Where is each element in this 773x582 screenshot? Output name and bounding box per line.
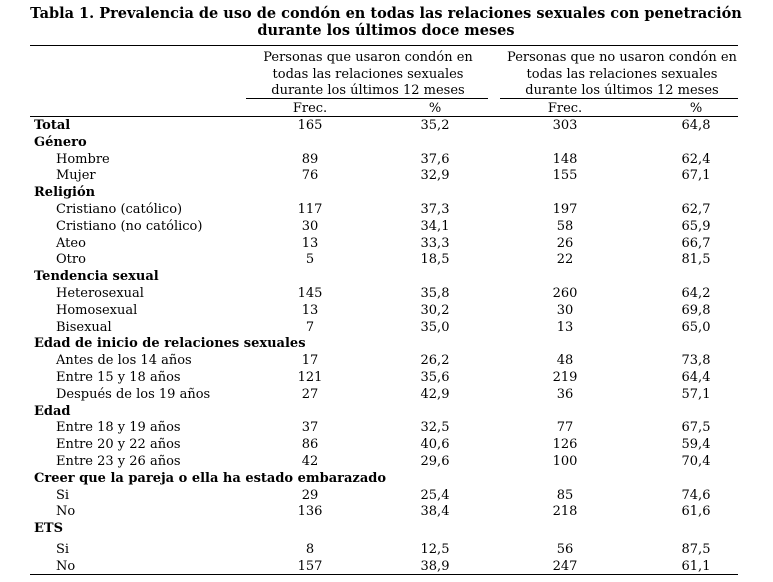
row-section-label: Tendencia sexual xyxy=(34,269,159,285)
cell-pct-used: 32,9 xyxy=(420,168,450,184)
table-row xyxy=(0,369,773,386)
cell-freq-used: 121 xyxy=(297,370,323,385)
cell-freq-used: 42 xyxy=(301,454,319,469)
cell-freq-not-used: 247 xyxy=(552,558,578,574)
cell-freq-used: 13 xyxy=(301,235,319,251)
cell-pct-used: 37,3 xyxy=(420,202,450,217)
cell-freq-not-used: 77 xyxy=(556,420,574,436)
cell-pct-not-used: 61,1 xyxy=(681,558,711,574)
row-label: No xyxy=(56,504,76,520)
cell-freq-not-used: 36 xyxy=(556,386,574,402)
cell-freq-used: 157 xyxy=(297,558,323,574)
cell-pct-used: 26,2 xyxy=(420,353,450,369)
cell-freq-not-used: 148 xyxy=(552,151,578,167)
cell-freq-not-used: 218 xyxy=(552,504,578,520)
table-title: Tabla 1. Prevalencia de uso de condón en todas las relaciones sexuales con penetración durante los últimos doce meses xyxy=(30,5,742,39)
cell-pct-used: 38,4 xyxy=(420,504,450,520)
table-row xyxy=(0,134,773,151)
cell-freq-not-used: 13 xyxy=(556,319,574,335)
row-section-label: Religión xyxy=(34,185,96,201)
row-label: Cristiano (no católico) xyxy=(56,218,203,234)
table-row xyxy=(0,335,773,352)
group-header-used-condom: Personas que usaron condón en todas las relaciones sexuales durante los últimos 12 meses xyxy=(263,50,473,98)
row-label: Ateo xyxy=(56,235,86,251)
table-row xyxy=(0,419,773,436)
row-label: Entre 18 y 19 años xyxy=(56,420,181,436)
table-row xyxy=(0,251,773,268)
cell-pct-not-used: 64,2 xyxy=(681,286,711,301)
cell-freq-not-used: 303 xyxy=(552,118,578,133)
cell-freq-used: 76 xyxy=(301,168,319,184)
col-freq-2: Frec. xyxy=(547,101,583,116)
cell-freq-used: 13 xyxy=(301,302,319,318)
table-row xyxy=(0,470,773,487)
group-underline-1 xyxy=(246,98,488,99)
cell-pct-not-used: 64,8 xyxy=(681,118,711,133)
cell-freq-not-used: 56 xyxy=(556,542,574,557)
row-label: Después de los 19 años xyxy=(56,386,211,402)
row-label: Entre 23 y 26 años xyxy=(56,454,181,469)
table-row xyxy=(0,520,773,537)
cell-pct-used: 35,0 xyxy=(420,319,450,335)
row-label: Heterosexual xyxy=(56,286,144,301)
row-label: Si xyxy=(56,487,70,503)
table-row xyxy=(0,558,773,575)
group-header-no-condom: Personas que no usaron condón en todas las relaciones sexuales durante los últimos 12 meses xyxy=(507,50,737,98)
cell-pct-not-used: 81,5 xyxy=(681,252,711,268)
cell-pct-not-used: 62,7 xyxy=(681,202,711,217)
row-label: Entre 15 y 18 años xyxy=(56,370,181,385)
cell-pct-used: 32,5 xyxy=(420,420,450,436)
cell-pct-not-used: 67,5 xyxy=(681,420,711,436)
row-label: Entre 20 y 22 años xyxy=(56,437,181,453)
cell-pct-not-used: 70,4 xyxy=(681,454,711,469)
row-label: Otro xyxy=(56,252,86,268)
table-row xyxy=(0,151,773,168)
cell-freq-not-used: 58 xyxy=(556,218,574,234)
cell-pct-not-used: 69,8 xyxy=(681,302,711,318)
cell-pct-not-used: 66,7 xyxy=(681,235,711,251)
table-row xyxy=(0,541,773,558)
cell-freq-not-used: 155 xyxy=(552,168,578,184)
cell-freq-used: 8 xyxy=(305,542,315,557)
cell-freq-used: 145 xyxy=(297,286,323,301)
cell-pct-not-used: 62,4 xyxy=(681,151,711,167)
cell-freq-used: 37 xyxy=(301,420,319,436)
row-section-label: Creer que la pareja o ella ha estado embarazado xyxy=(34,470,387,486)
col-pct-1: % xyxy=(428,101,442,116)
cell-freq-not-used: 85 xyxy=(556,487,574,503)
cell-freq-used: 89 xyxy=(301,151,319,167)
bottom-rule xyxy=(30,574,738,575)
cell-pct-used: 40,6 xyxy=(420,437,450,453)
cell-freq-not-used: 48 xyxy=(556,353,574,369)
table-row xyxy=(0,319,773,336)
cell-pct-not-used: 74,6 xyxy=(681,487,711,503)
cell-pct-used: 37,6 xyxy=(420,151,450,167)
cell-freq-used: 29 xyxy=(301,487,319,503)
cell-freq-used: 30 xyxy=(301,218,319,234)
cell-pct-not-used: 67,1 xyxy=(681,168,711,184)
row-section-label: Género xyxy=(34,134,87,150)
cell-freq-used: 5 xyxy=(305,252,315,268)
cell-pct-not-used: 65,0 xyxy=(681,319,711,335)
cell-pct-not-used: 57,1 xyxy=(681,386,711,402)
cell-pct-used: 18,5 xyxy=(420,252,450,268)
cell-freq-not-used: 100 xyxy=(552,454,578,469)
col-pct-2: % xyxy=(689,101,703,116)
table-row xyxy=(0,167,773,184)
cell-freq-used: 136 xyxy=(297,504,323,520)
cell-pct-not-used: 73,8 xyxy=(681,353,711,369)
cell-pct-used: 29,6 xyxy=(420,454,450,469)
row-label: Mujer xyxy=(56,168,96,184)
table-row xyxy=(0,201,773,218)
cell-pct-used: 35,8 xyxy=(420,286,450,301)
column-header-row xyxy=(0,100,773,117)
cell-freq-used: 7 xyxy=(305,319,315,335)
cell-pct-not-used: 59,4 xyxy=(681,437,711,453)
cell-pct-used: 42,9 xyxy=(420,386,450,402)
table-row xyxy=(0,218,773,235)
row-label: No xyxy=(56,558,76,574)
row-label: Hombre xyxy=(56,151,110,167)
table-row xyxy=(0,268,773,285)
cell-freq-not-used: 219 xyxy=(552,370,578,385)
cell-freq-used: 27 xyxy=(301,386,319,402)
cell-pct-used: 12,5 xyxy=(420,542,450,557)
table-row xyxy=(0,117,773,134)
cell-freq-used: 17 xyxy=(301,353,319,369)
table-row xyxy=(0,352,773,369)
top-rule xyxy=(30,45,738,46)
table-row xyxy=(0,285,773,302)
table-row xyxy=(0,487,773,504)
cell-freq-used: 86 xyxy=(301,437,319,453)
table-row xyxy=(0,403,773,420)
cell-freq-not-used: 197 xyxy=(552,202,578,217)
table-row xyxy=(0,436,773,453)
cell-freq-not-used: 22 xyxy=(556,252,574,268)
cell-pct-used: 34,1 xyxy=(420,218,450,234)
cell-pct-used: 38,9 xyxy=(420,558,450,574)
cell-freq-used: 165 xyxy=(297,118,323,133)
table-row xyxy=(0,235,773,252)
table-row xyxy=(0,184,773,201)
cell-pct-not-used: 87,5 xyxy=(681,542,711,557)
row-section-label: ETS xyxy=(34,521,63,537)
cell-freq-used: 117 xyxy=(297,202,323,217)
cell-freq-not-used: 126 xyxy=(552,437,578,453)
cell-pct-used: 35,6 xyxy=(420,370,450,385)
row-label: Antes de los 14 años xyxy=(56,353,192,369)
row-section-label: Edad xyxy=(34,403,71,419)
cell-freq-not-used: 260 xyxy=(552,286,578,301)
cell-pct-not-used: 61,6 xyxy=(681,504,711,520)
col-freq-1: Frec. xyxy=(292,101,328,116)
cell-pct-used: 35,2 xyxy=(420,118,450,133)
cell-pct-used: 30,2 xyxy=(420,302,450,318)
table-row xyxy=(0,453,773,470)
group-underline-2 xyxy=(500,98,738,99)
row-section-label: Edad de inicio de relaciones sexuales xyxy=(34,336,306,352)
cell-pct-used: 33,3 xyxy=(420,235,450,251)
row-label: Bisexual xyxy=(56,319,112,335)
cell-freq-not-used: 26 xyxy=(556,235,574,251)
cell-pct-used: 25,4 xyxy=(420,487,450,503)
cell-pct-not-used: 64,4 xyxy=(681,370,711,385)
row-label: Si xyxy=(56,542,70,557)
row-section-label: Total xyxy=(34,118,71,133)
cell-pct-not-used: 65,9 xyxy=(681,218,711,234)
row-label: Homosexual xyxy=(56,302,138,318)
table-row xyxy=(0,386,773,403)
row-label: Cristiano (católico) xyxy=(56,202,183,217)
table-row xyxy=(0,503,773,520)
table-row xyxy=(0,302,773,319)
cell-freq-not-used: 30 xyxy=(556,302,574,318)
